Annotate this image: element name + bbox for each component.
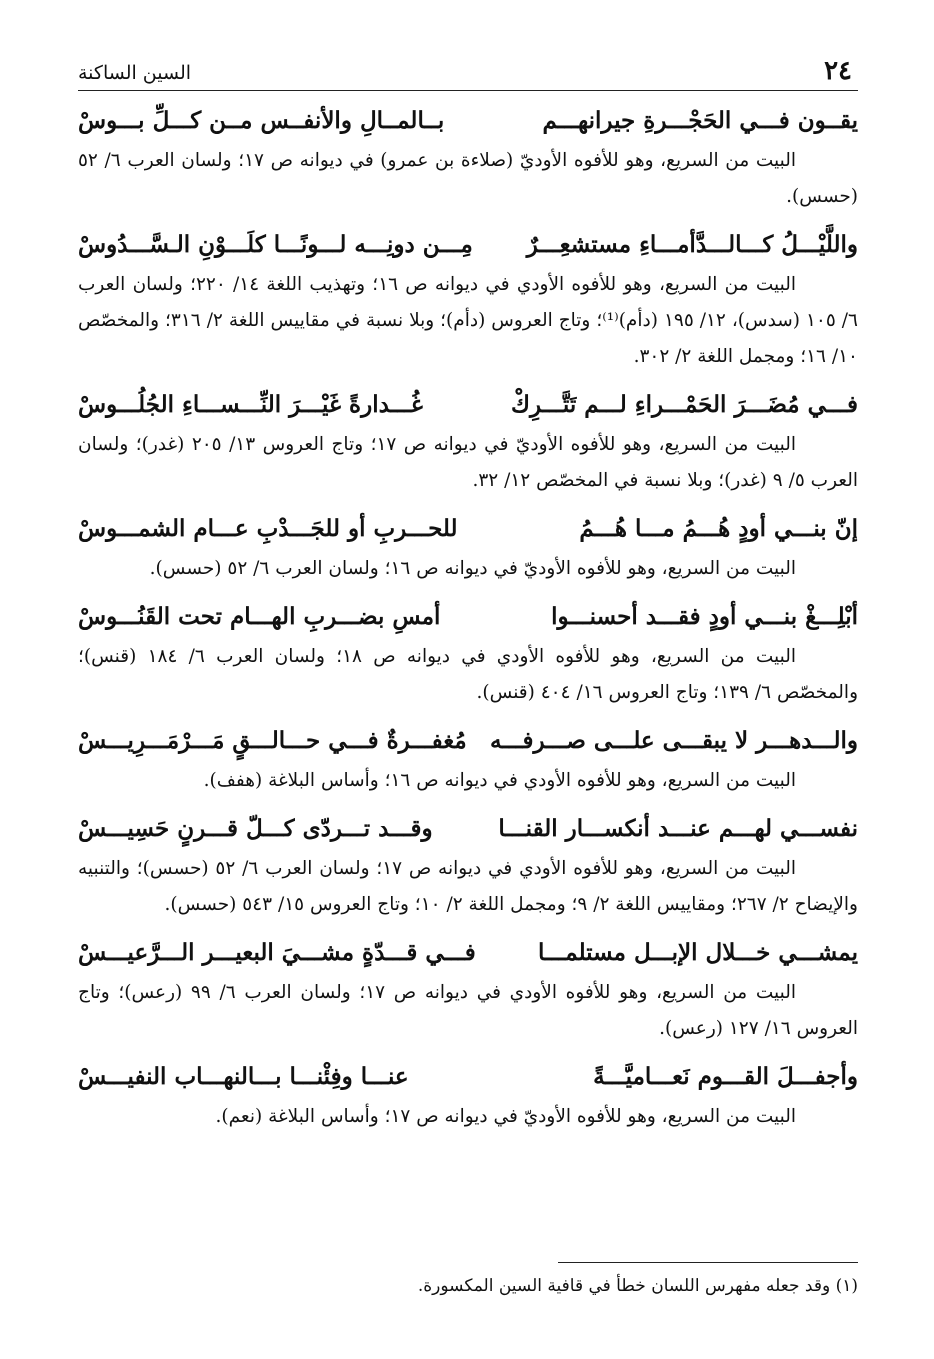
- verse-first-hemistich: واللَّيْـــلُ كـــالـــدَّأمـــاءِ مستشعِـــرٌ: [526, 231, 858, 258]
- verse-first-hemistich: إنّ بنـــي أودٍ هُـــمُ مـــا هُـــمُ: [579, 515, 858, 542]
- verse-line: [78, 815, 858, 843]
- verse-commentary: البيت من السريع، وهو للأفوه الأوديّ في ديوانه ص ١٦؛ ولسان العرب ٦/ ٥٢ (حسس).: [149, 558, 796, 579]
- verse-commentary: البيت من السريع، وهو للأفوه الأودي في ديوانه ص ١٧؛ ولسان العرب ٦/ ٥٢ (حسس)؛ والتنبيه والإيضاح ٢/ ٢٦٧؛ ومقاييس اللغة ٢/ ٩؛ ومجمل اللغة ٢/ ١٠؛ وتاج العروس ١٥/ ٥٤٣ (حسس).: [78, 858, 858, 915]
- verse-line: [78, 391, 858, 419]
- verse-entry: [78, 391, 858, 499]
- verse-line: [78, 107, 858, 135]
- verse-line: [78, 939, 858, 967]
- page-number: ٢٤: [824, 56, 852, 86]
- verse-second-hemistich: للحـــربِ أو للجَـــدْبِ عـــام الشمـــوسْ: [78, 515, 458, 542]
- verse-commentary: البيت من السريع، وهو للأفوه الأوديّ في ديوانه ص ١٧؛ وتاج العروس ١٣/ ٢٠٥ (غدر)؛ ولسان العرب ٥/ ٩ (غدر)؛ وبلا نسبة في المخصّص ١٢/ ٣٢.: [78, 434, 858, 491]
- verse-line: [78, 515, 858, 543]
- verse-entry: [78, 727, 858, 799]
- verse-second-hemistich: فـــي قـــدّةٍ مشـــيَ البعيـــر الـــرَّعيـــسْ: [78, 939, 476, 966]
- verse-commentary: البيت من السريع، وهو للأفوه الأودي في ديوانه ص ١٦؛ وأساس البلاغة (هفف).: [203, 770, 796, 791]
- verse-entry: [78, 107, 858, 215]
- verse-second-hemistich: أمسِ بضـــربِ الهـــام تحت القَنُـــوسْ: [78, 603, 441, 630]
- verse-commentary: البيت من السريع، وهو للأفوه الأودي في ديوانه ص ١٧؛ ولسان العرب ٦/ ٩٩ (رعس)؛ وتاج العروس ١٦/ ١٢٧ (رعس).: [78, 982, 858, 1039]
- verse-line: [78, 727, 858, 755]
- verse-second-hemistich: عنـــا وفِئْنـــا بـــالنهـــاب النفيـــسْ: [78, 1063, 409, 1090]
- verse-second-hemistich: مِـــن دونِـــه لـــونًـــا كلَـــوْنِ الـسَّـــدُوسْ: [78, 231, 473, 258]
- verse-entry: [78, 815, 858, 923]
- verse-first-hemistich: فـــي مُضَـــرَ الحَمْـــراءِ لـــم تَتَّـــرِكْ: [511, 391, 858, 418]
- verse-line: [78, 231, 858, 259]
- running-title: السين الساكنة: [78, 62, 192, 84]
- verse-entry: [78, 603, 858, 711]
- verse-second-hemistich: مُغفـــرةٌ فـــي حـــالـــقٍ مَـــرْمَـــرِيـــسْ: [78, 727, 467, 754]
- verse-first-hemistich: والـــدهـــر لا يبقـــى علـــى صـــرفـــه: [489, 727, 858, 754]
- verse-first-hemistich: يقــون فـــي الحَجْـــرةِ جيرانهـــم: [542, 107, 858, 134]
- verse-line: [78, 603, 858, 631]
- verse-second-hemistich: بــالمــالِ والأنفــس مــن كـــلِّ بـــوسْ: [78, 107, 445, 134]
- verse-entry: [78, 231, 858, 375]
- verse-commentary: البيت من السريع، وهو للأفوه الأوديّ (صلاءة بن عمرو) في ديوانه ص ١٧؛ ولسان العرب ٦/ ٥٢ (حسس).: [78, 150, 858, 207]
- verse-first-hemistich: وأجفـــلَ القـــوم نَعـــاميَّـــةً: [593, 1063, 858, 1090]
- verse-commentary: البيت من السريع، وهو للأفوه الأودي في ديوانه ص ١٨؛ ولسان العرب ٦/ ١٨٤ (قنس)؛ والمخصّص ٦/ ١٣٩؛ وتاج العروس ١٦/ ٤٠٤ (قنس).: [78, 646, 858, 703]
- footnote-divider: [558, 1262, 858, 1263]
- verse-first-hemistich: أبْلِـــغْ بنـــي أودٍ فقـــد أحسنـــوا: [551, 603, 858, 630]
- verse-entry: [78, 939, 858, 1047]
- verse-commentary: البيت من السريع، وهو للأفوه الأوديّ في ديوانه ص ١٧؛ وأساس البلاغة (نعم).: [215, 1106, 796, 1127]
- verse-entry: [78, 515, 858, 587]
- verse-first-hemistich: نفســـي لهـــم عنـــد أنكســـار القنـــا: [498, 815, 858, 842]
- verse-commentary: البيت من السريع، وهو للأفوه الأودي في ديوانه ص ١٦؛ وتهذيب اللغة ١٤/ ٢٢٠؛ ولسان العرب ٦/ ١٠٥ (سدس)، ١٢/ ١٩٥ (دأم)⁽¹⁾؛ وتاج العروس (دأم)؛ وبلا نسبة في مقاييس اللغة ٢/ ٣١٦؛ والمخصّص ١٠/ ١٦؛ ومجمل اللغة ٢/ ٣٠٢.: [78, 274, 858, 367]
- footnote: (١) وقد جعله مفهرس اللسان خطأ في قافية السين المكسورة.: [417, 1276, 858, 1296]
- verse-second-hemistich: وقـــد تـــردّى كـــلّ قـــرنٍ حَسِيـــسْ: [78, 815, 433, 842]
- verse-entry: [78, 1063, 858, 1135]
- running-header: [78, 56, 858, 91]
- entries: [78, 107, 858, 1135]
- verse-second-hemistich: غُـــدارةً غَيْـــرَ النِّـــســـاءِ الجُلُـــوسْ: [78, 391, 423, 418]
- verse-line: [78, 1063, 858, 1091]
- verse-first-hemistich: يمشـــي خـــلال الإبـــل مستلمـــا: [538, 939, 858, 966]
